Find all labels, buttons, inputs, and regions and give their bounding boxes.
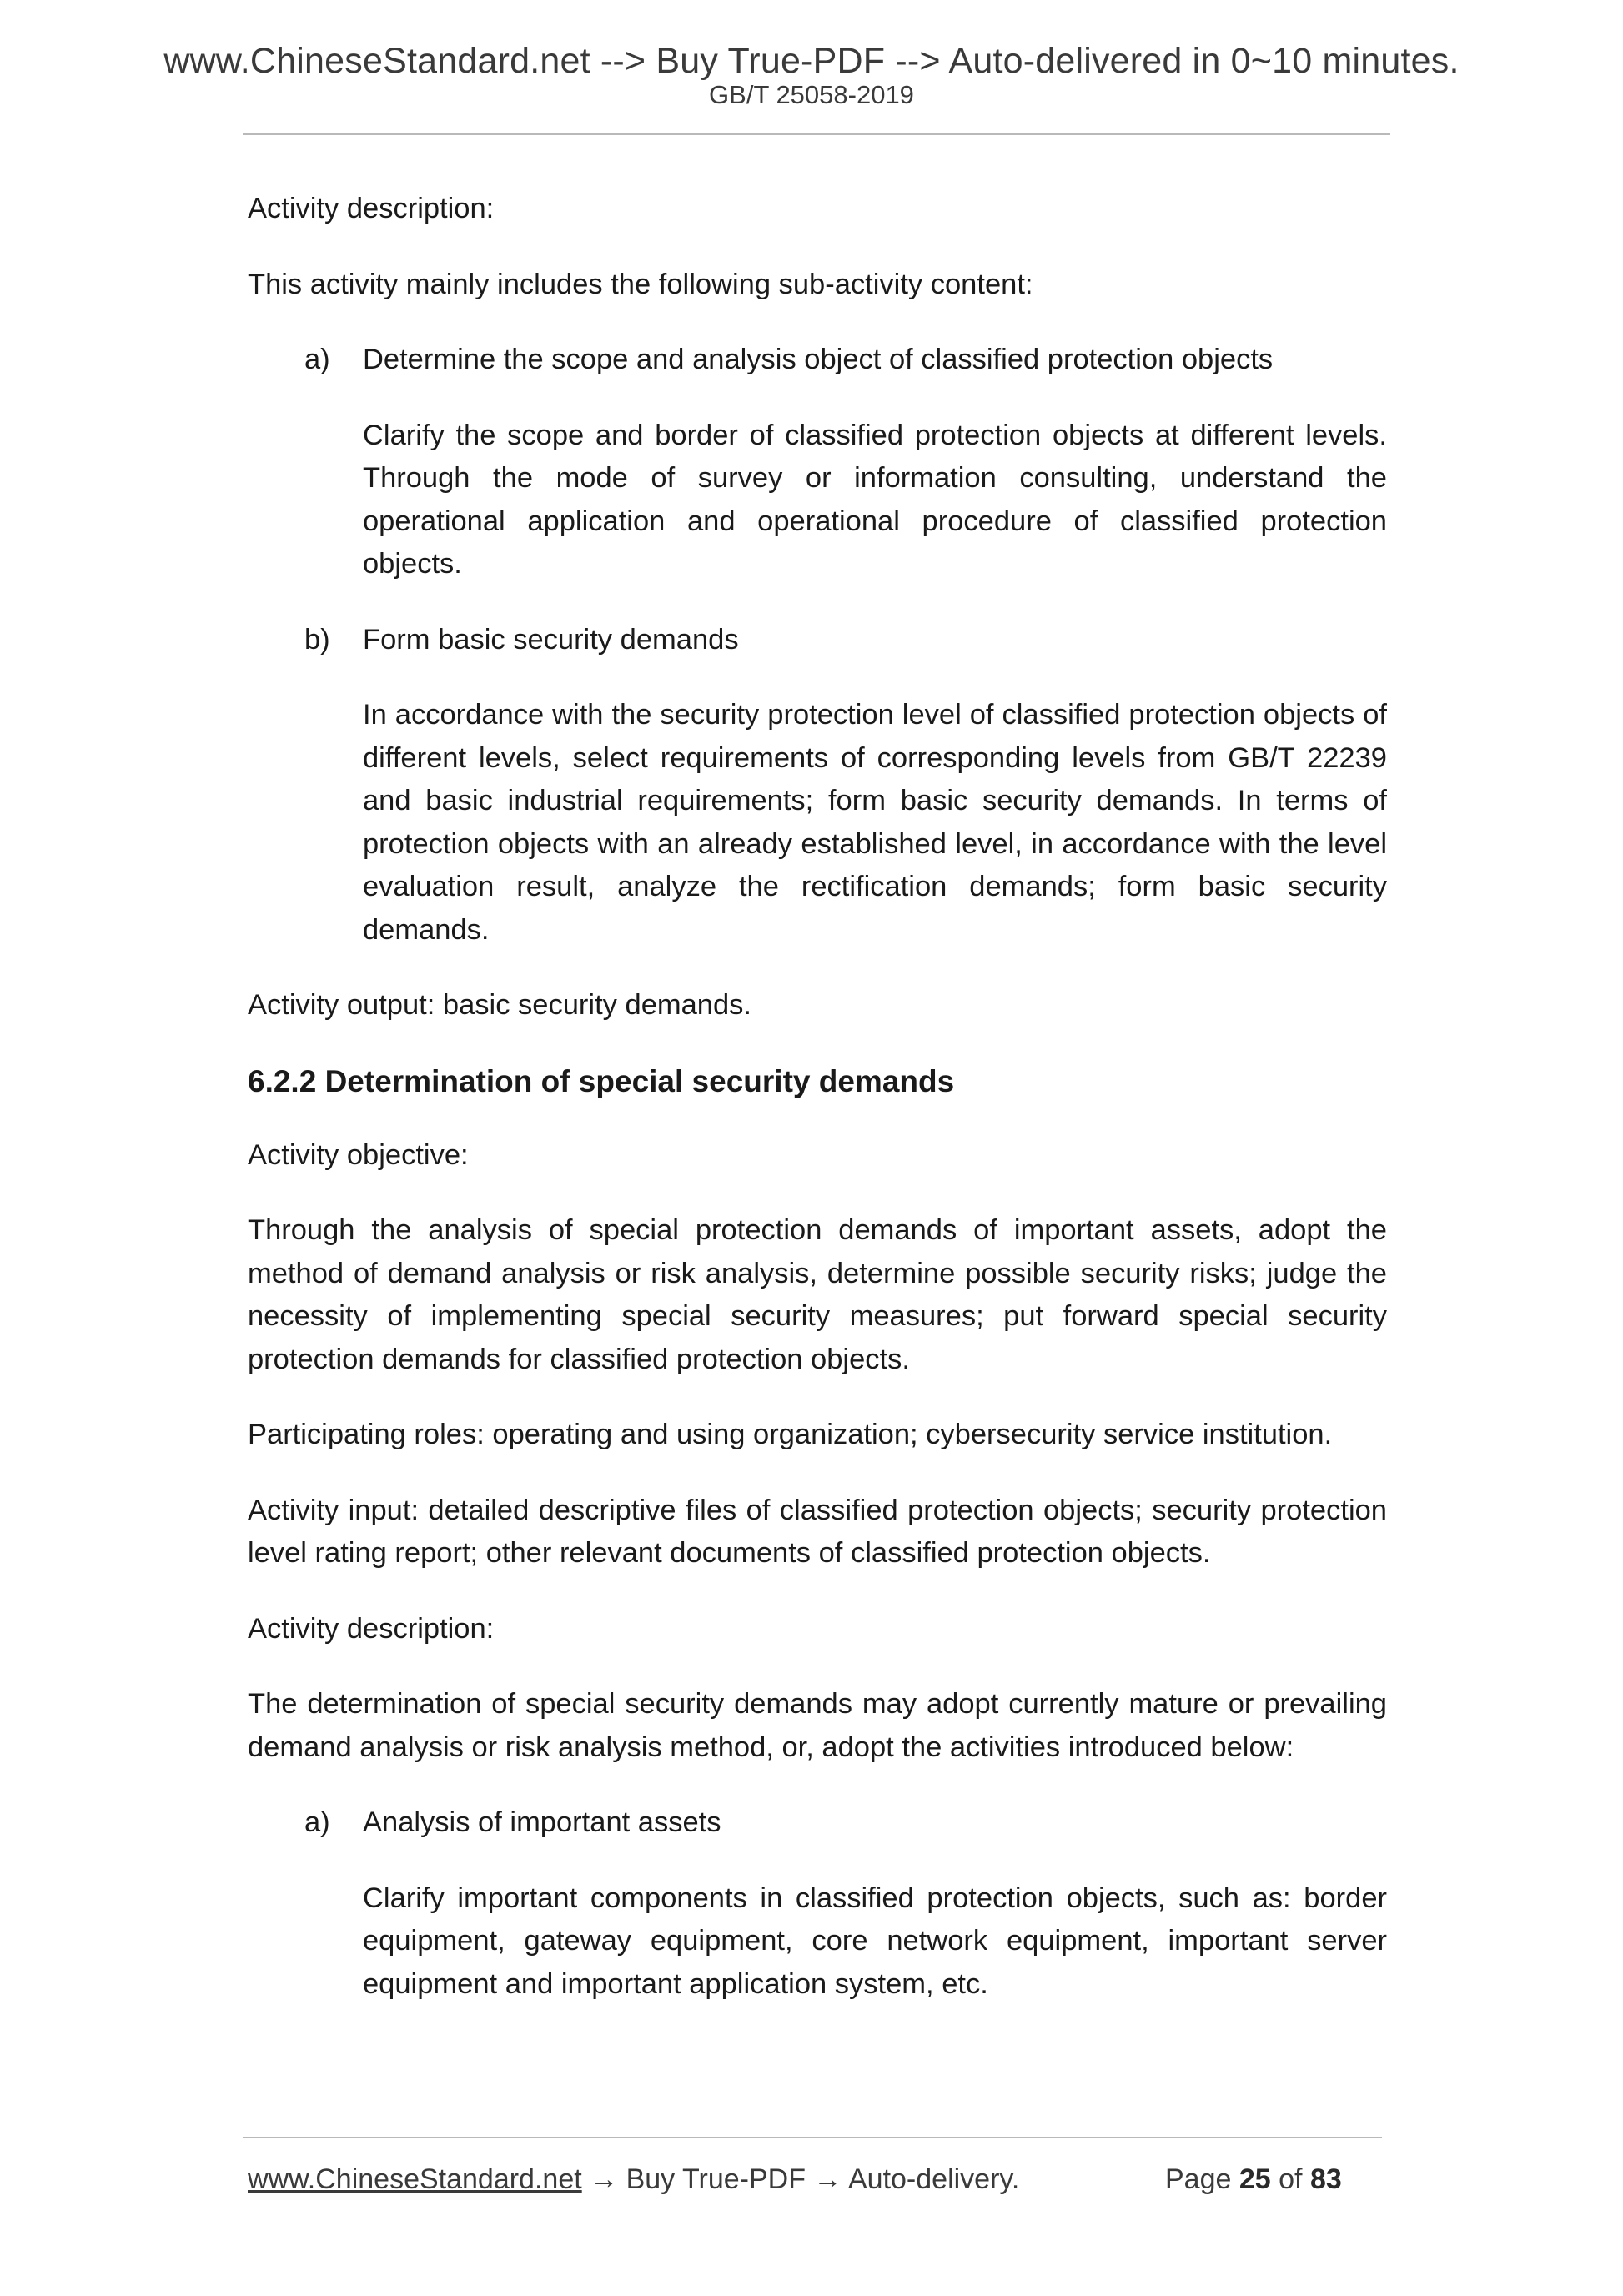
- paragraph-activity-output: Activity output: basic security demands.: [248, 989, 752, 1021]
- page-footer: [248, 2158, 1382, 2200]
- list-item-title: Analysis of important assets: [363, 1806, 721, 1838]
- list-item-label: a): [304, 344, 330, 375]
- list-item-body: Clarify important components in classified protection objects, such as: border equipment, gateway equipment, core network equipment, important server equipment and important application system, etc.: [363, 1882, 1387, 2000]
- paragraph-objective-text: Through the analysis of special protection demands of important assets, adopt the method of demand analysis or risk analysis, determine possible security risks; judge the necessity of implementing special security measures; put forward special security protection demands for classified protection objects.: [248, 1214, 1387, 1375]
- paragraph-determination-text: The determination of special security demands may adopt currently mature or prevailing demand analysis or risk analysis method, or, adopt the activities introduced below:: [248, 1688, 1387, 1763]
- header-banner: www.ChineseStandard.net --> Buy True-PDF --> Auto-delivered in 0~10 minutes.: [163, 41, 1460, 81]
- paragraph-activity-description-2: Activity description:: [248, 1612, 495, 1645]
- page-total: 83: [1309, 2163, 1342, 2195]
- page-number: 25: [1239, 2163, 1271, 2195]
- page-counter: [1165, 2158, 1342, 2200]
- list-item-title: Form basic security demands: [363, 623, 739, 656]
- paragraph-activity-objective: Activity objective:: [248, 1138, 469, 1171]
- paragraph-activity-description: Activity description:: [248, 193, 495, 224]
- list-item-label: b): [304, 623, 330, 656]
- list-item-a-2: [248, 1801, 1387, 1845]
- paragraph-activity-input: Activity input: detailed descriptive files of classified protection objects; security protection level rating report; other relevant documents of classified protection objects.: [248, 1494, 1387, 1569]
- page-word: Page: [1165, 2163, 1232, 2195]
- list-item-label: a): [304, 1806, 330, 1838]
- footer-tagline: → Buy True-PDF → Auto-delivery.: [581, 2163, 1020, 2195]
- paragraph-participating-roles: Participating roles: operating and using organization; cybersecurity service institution.: [248, 1419, 1333, 1450]
- footer-divider: [243, 2137, 1382, 2138]
- section-heading: 6.2.2 Determination of special security demands: [248, 1063, 955, 1098]
- header-divider: [243, 133, 1390, 135]
- list-item-title: Determine the scope and analysis object of classified protection objects: [363, 344, 1274, 375]
- paragraph-sub-activity-intro: This activity mainly includes the following sub-activity content:: [248, 268, 1033, 300]
- footer-left: [248, 2158, 1019, 2200]
- footer-site-link[interactable]: www.ChineseStandard.net: [248, 2163, 582, 2195]
- list-item-body: In accordance with the security protection level of classified protection objects of different levels, select requirements of corresponding levels from GB/T 22239 and basic industrial requirements; form basic security demands. In terms of protection objects with an already established level, in accordance with the level evaluation result, analyze the rectification demands; form basic security demands.: [363, 699, 1387, 946]
- page-content: [248, 188, 1387, 2038]
- document-number: GB/T 25058-2019: [709, 80, 914, 109]
- list-item-b: [248, 619, 1387, 662]
- list-item-a: [248, 339, 1387, 382]
- of-word: of: [1279, 2163, 1303, 2195]
- list-item-body: Clarify the scope and border of classified protection objects at different levels. Through the mode of survey or information consulting, understand the operational application and operational procedure of classified protection objects.: [363, 419, 1387, 580]
